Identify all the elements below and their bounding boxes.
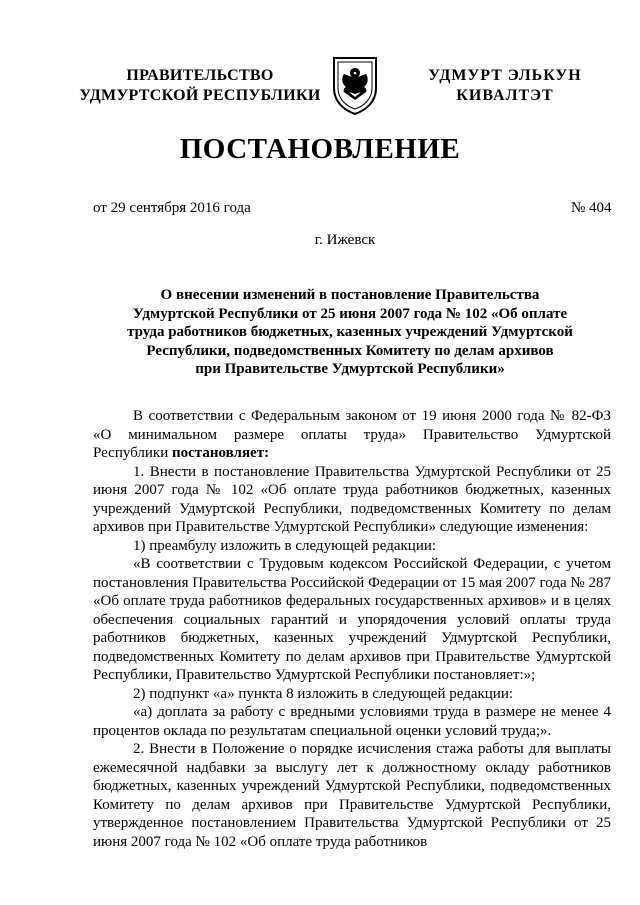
resolution-keyword: постановляет:	[172, 445, 270, 461]
preamble-text: В соответствии с Федеральным законом от 19 июня 2000 года № 82-ФЗ «О минимальном размере оплаты труда» Правительство Удмуртской Республики	[93, 408, 611, 461]
body-paragraph: «а) доплата за работу с вредными условиями труда в размере не менее 4 процентов оклада по результатам специальной оценки условий труда;».	[93, 704, 611, 739]
document-number: № 404	[571, 200, 612, 216]
subject-line: Республики, подведомственных Комитету по делам архивов	[146, 342, 554, 359]
document-subject	[100, 286, 600, 379]
body-paragraph: 2) подпункт «а» пункта 8 изложить в следующей редакции:	[133, 685, 514, 702]
document-city: г. Ижевск	[314, 232, 376, 248]
issuer-line-2: УДМУРТСКОЙ РЕСПУБЛИКИ	[79, 87, 321, 104]
body-paragraph	[93, 407, 611, 463]
issuer-udm-line-1: УДМУРТ ЭЛЬКУН	[428, 67, 582, 84]
issuer-name-russian	[60, 66, 340, 106]
document-date: от 29 сентября 2016 года	[93, 200, 251, 216]
issuer-line-1: ПРАВИТЕЛЬСТВО	[126, 67, 274, 84]
subject-line: при Правительстве Удмуртской Республики»	[195, 361, 505, 377]
subject-line: Удмуртской Республики от 25 июня 2007 года № 102 «Об оплате	[132, 305, 568, 322]
issuer-udm-line-2: КИВАЛТЭТ	[456, 87, 554, 104]
body-paragraph: 1. Внести в постановление Правительства Удмуртской Республики от 25 июня 2007 года № 102 «Об оплате труда работников бюджетных, казенных учреждений Удмуртской Республики, подведомственных Комитету по делам архивов при Правительстве Удмуртской Республики» следующие изменения:	[93, 463, 611, 535]
subject-line: О внесении изменений в постановление Правительства	[160, 287, 540, 303]
document-body	[93, 407, 611, 851]
issuer-name-udmurt	[410, 66, 600, 106]
body-paragraph: 1) преамбулу изложить в следующей редакции:	[133, 537, 437, 554]
body-paragraph: 2. Внести в Положение о порядке исчисления стажа работы для выплаты ежемесячной надбавки за выслугу лет к должностному окладу работников бюджетных, казенных учреждений Удмуртской Республики, подведомственных Комитету по делам архивов при Правительстве Удмуртской Республики, утвержденное постановлением Правительства Удмуртской Республики от 25 июня 2007 года № 102 «Об оплате труда работников	[93, 741, 611, 850]
body-paragraph: «В соответствии с Трудовым кодексом Российской Федерации, с учетом постановления Правительства Российской Федерации от 15 мая 2007 года № 287 «Об оплате труда работников федеральных государственных архивов» и в целях обеспечения социальных гарантий и упорядочения условий оплаты труда работников бюджетных, казенных учреждений Удмуртской Республики, подведомственных Комитету по делам архивов при Правительстве Удмуртской Республики, Правительство Удмуртской Республики постановляет:»;	[93, 556, 611, 683]
udmurt-coat-of-arms-icon	[330, 54, 380, 116]
subject-line: труда работников бюджетных, казенных учреждений Удмуртской	[127, 324, 573, 340]
document-title: ПОСТАНОВЛЕНИЕ	[179, 133, 461, 165]
